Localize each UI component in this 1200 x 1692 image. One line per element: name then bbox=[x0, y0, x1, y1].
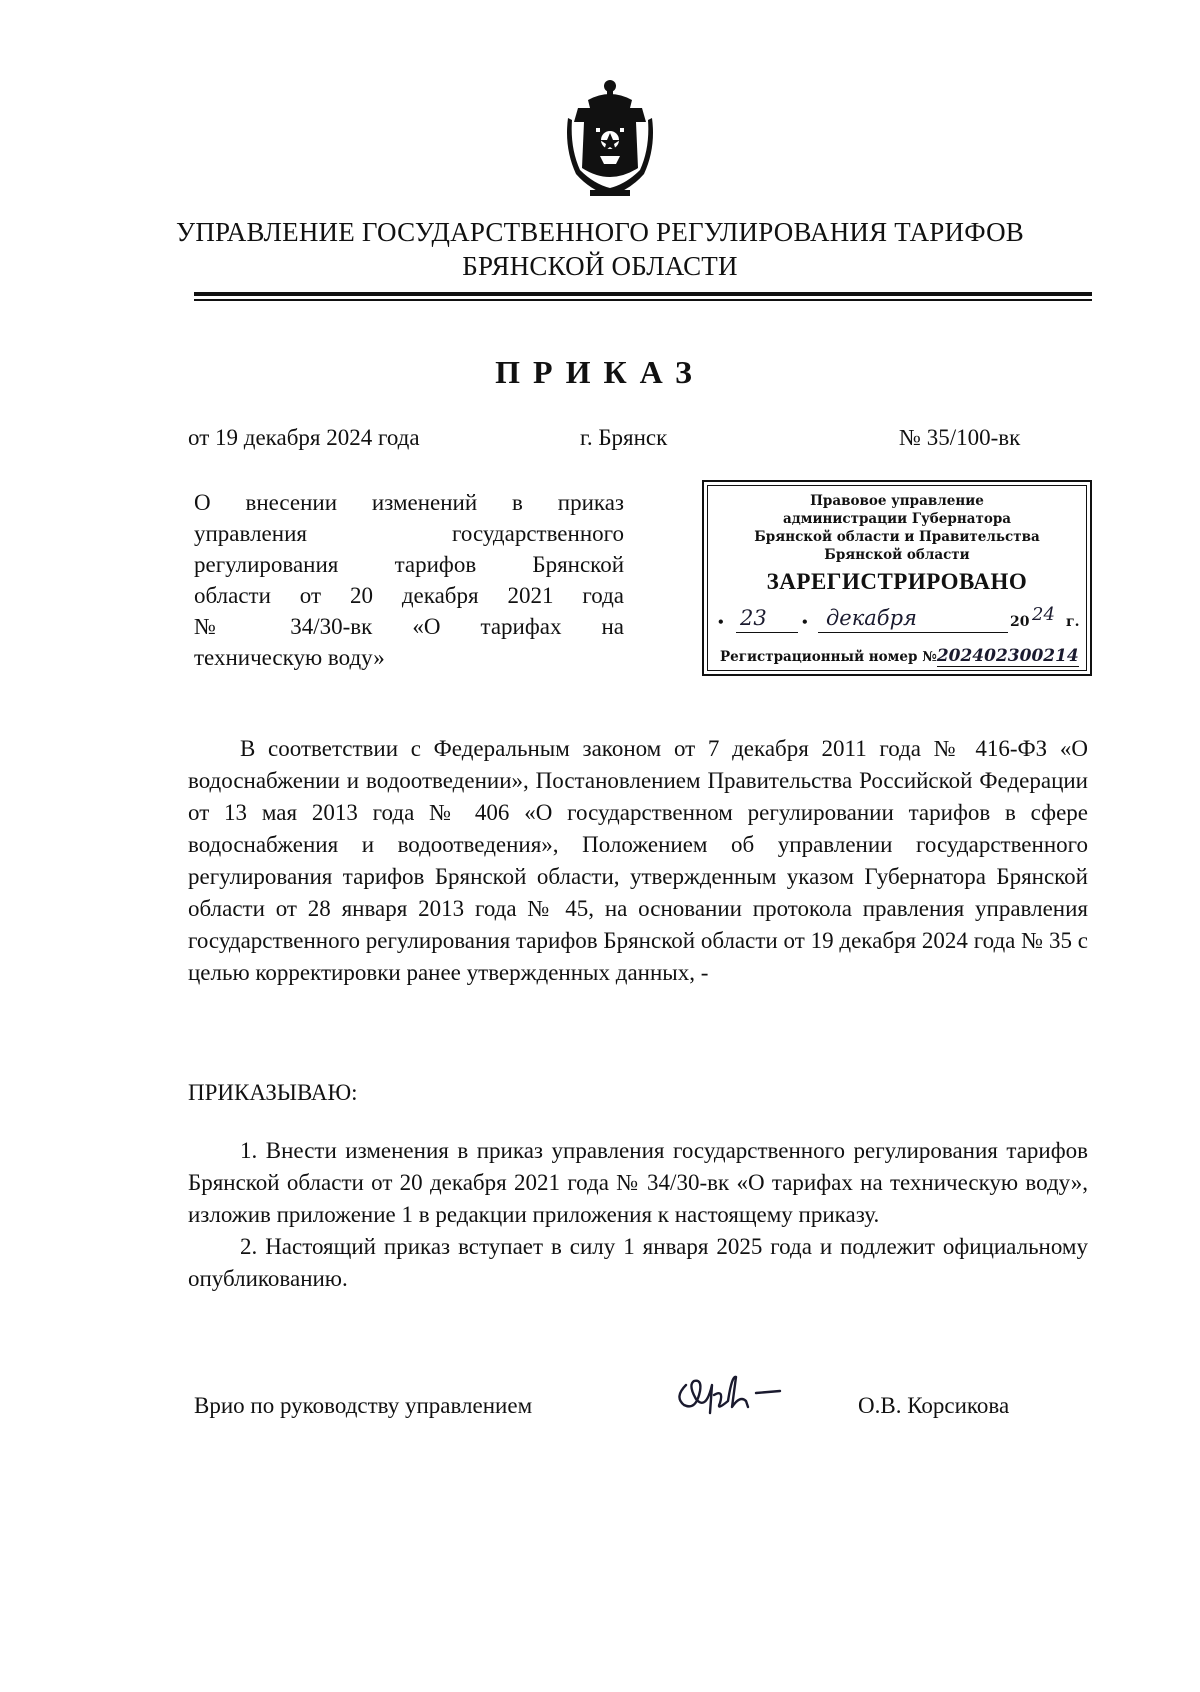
subject-line: регулирования тарифов Брянской bbox=[194, 552, 624, 577]
registration-stamp bbox=[702, 480, 1092, 676]
document-title: ПРИКАЗ bbox=[495, 354, 705, 390]
header-rule-thick bbox=[194, 292, 1092, 296]
preamble-text: В соответствии с Федеральным законом от 7 декабря 2011 года № 416-ФЗ «О водоснабжении и водоотведении», Постановлением Правительства Российской Федерации от 13 мая 2013 года № 406 «О государственном регулировании тарифов в сфере водоснабжения и водоотведения», Положением об управлении государственного регулирования тарифов Брянской области, утвержденным указом Губернатора Брянской области от 28 января 2013 года № 45, на основании протокола правления управления государственного регулирования тарифов Брянской области от 19 декабря 2024 года № 35 с целью корректировки ранее утвержденных данных, - bbox=[188, 736, 1088, 985]
stamp-registration bbox=[720, 646, 1079, 666]
stamp-line: Брянской области и Правительства bbox=[754, 529, 1040, 545]
stamp-line: администрации Губернатора bbox=[782, 511, 1012, 527]
organization-name-line1: УПРАВЛЕНИЕ ГОСУДАРСТВЕННОГО РЕГУЛИРОВАНИЯ ТАРИФОВ bbox=[176, 217, 1024, 247]
order-items bbox=[188, 1135, 1088, 1295]
stamp-year-suffix: 24 bbox=[1032, 604, 1055, 625]
stamp-day: 23 bbox=[740, 606, 767, 630]
stamp-inner-border bbox=[707, 485, 1087, 671]
stamp-date: • 23 • декабря 20 24 г. bbox=[718, 604, 1080, 631]
signatory-position: Врио по руководству управлением bbox=[194, 1393, 533, 1418]
stamp-line: Правовое управление bbox=[810, 493, 984, 509]
subject-line: техническую воду» bbox=[194, 645, 385, 670]
subject-line: управления государственного bbox=[194, 521, 624, 546]
handwritten-signature bbox=[666, 1355, 796, 1425]
order-subject bbox=[194, 487, 624, 673]
stamp-line: Брянской области bbox=[824, 547, 970, 563]
stamp-month: декабря bbox=[826, 606, 917, 630]
order-city: г. Брянск bbox=[580, 425, 668, 450]
order-item-1: 1. Внести изменения в приказ управления государственного регулирования тарифов Брянской области от 20 декабря 2021 года № 34/30-вк «О тарифах на техническую воду», изложив приложение 1 в редакции приложения к настоящему приказу. bbox=[188, 1138, 1088, 1227]
stamp-year-unit: г. bbox=[1066, 614, 1080, 630]
order-word: ПРИКАЗЫВАЮ: bbox=[188, 1080, 358, 1105]
coat-of-arms-emblem bbox=[560, 78, 660, 204]
header-rule-thin bbox=[194, 299, 1092, 301]
stamp-reg-label: Регистрационный номер № bbox=[720, 649, 937, 665]
organization-name-line2: БРЯНСКОЙ ОБЛАСТИ bbox=[462, 251, 738, 281]
subject-line: О внесении изменений в приказ bbox=[194, 490, 624, 515]
stamp-reg-number: 202402300214 bbox=[936, 646, 1079, 666]
preamble bbox=[188, 733, 1088, 989]
signatory-name: О.В. Корсикова bbox=[858, 1393, 1010, 1418]
subject-line: № 34/30-вк «О тарифах на bbox=[194, 614, 624, 639]
order-item-2: 2. Настоящий приказ вступает в силу 1 января 2025 года и подлежит официальному опубликованию. bbox=[188, 1234, 1088, 1291]
order-date: от 19 декабря 2024 года bbox=[188, 425, 420, 450]
order-number: № 35/100-вк bbox=[899, 425, 1021, 450]
stamp-year-prefix: 20 bbox=[1010, 614, 1030, 630]
subject-line: области от 20 декабря 2021 года bbox=[194, 583, 624, 608]
stamp-status: ЗАРЕГИСТРИРОВАНО bbox=[766, 569, 1028, 594]
